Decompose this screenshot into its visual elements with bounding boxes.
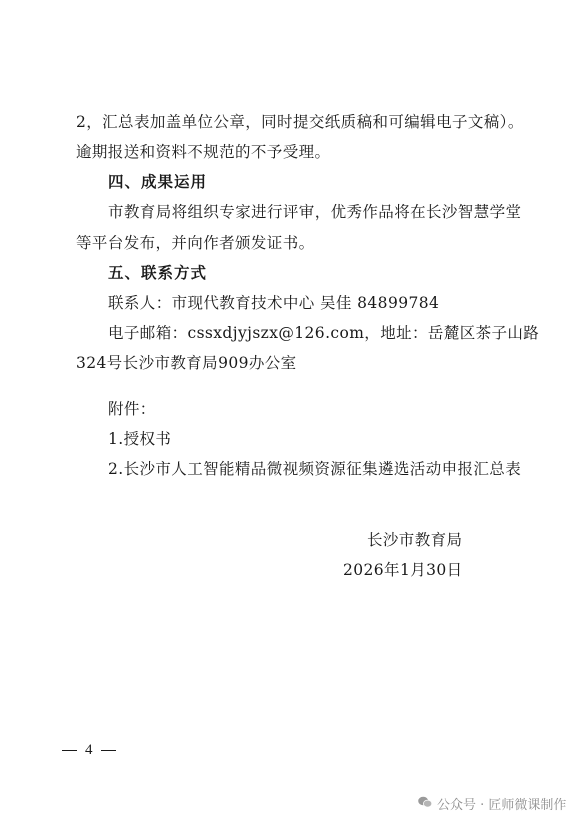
paragraph-line: 逾期报送和资料不规范的不予受理。 [76, 143, 331, 161]
page-number [62, 742, 124, 759]
wechat-icon [418, 796, 432, 812]
issue-date: 2026年1月30日 [343, 561, 463, 579]
dash-left [62, 750, 77, 752]
section-heading-contact: 五、联系方式 [108, 264, 208, 282]
address-line: 324号长沙市教育局909办公室 [76, 354, 297, 372]
dash-right [101, 750, 116, 752]
issuer-name: 长沙市教育局 [367, 531, 463, 549]
attachment-item: 2.长沙市人工智能精品微视频资源征集遴选活动申报汇总表 [108, 460, 522, 478]
watermark-text: 公众号 · 匠师微课制作 [437, 798, 567, 813]
paragraph-line: 等平台发布，并向作者颁发证书。 [76, 234, 315, 252]
attachment-item: 1.授权书 [108, 430, 172, 448]
attachments-label: 附件： [108, 400, 156, 418]
section-heading-results: 四、成果运用 [108, 173, 208, 191]
paragraph-line: 市教育局将组织专家进行评审，优秀作品将在长沙智慧学堂 [108, 203, 522, 221]
page-number-value: 4 [85, 742, 93, 758]
watermark [418, 794, 566, 813]
email-line: 电子邮箱：cssxdjyjszx@126.com，地址：岳麓区茶子山路 [108, 324, 540, 342]
contact-line: 联系人：市现代教育技术中心 吴佳 84899784 [108, 294, 440, 312]
paragraph-line: 2，汇总表加盖单位公章，同时提交纸质稿和可编辑电子文稿）。 [76, 113, 524, 131]
